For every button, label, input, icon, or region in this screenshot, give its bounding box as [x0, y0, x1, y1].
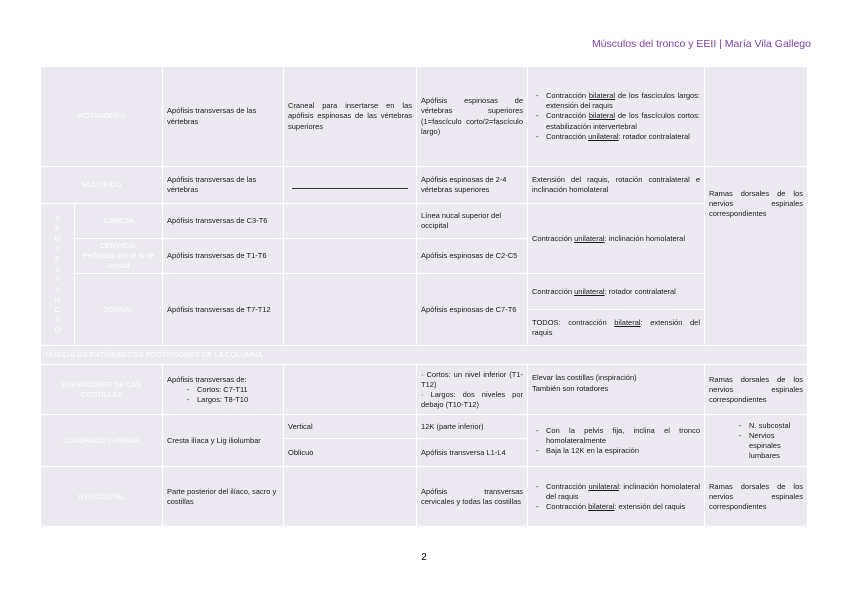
- cervical-note: Perforada por el N de Arnold: [82, 251, 155, 271]
- muscles-table: [40, 66, 808, 527]
- function-multifido: Extensión del raquis, rotación contralateral e inclinación homolateral: [528, 167, 705, 204]
- innervation-item: - Nervios espinales lumbares: [749, 431, 803, 461]
- origin-cervical: Apófisis transversas de T1-T6: [163, 239, 284, 274]
- cuadrado-vertical-label: Vertical: [284, 415, 417, 439]
- function-item: - Contracción unilateral: inclinación homolateral del raquis: [546, 482, 700, 502]
- section-title: MÚSCULOS EXTRÍNSECOS POSTERIORES DE LA COLUMNA: [41, 346, 808, 365]
- function-item: - Contracción unilateral: rotador contralateral: [546, 132, 700, 142]
- row-multifido: [41, 167, 808, 204]
- insertion-cervical: Apófisis espinosas de C2-C5: [417, 239, 528, 274]
- innervation-cuadrado-lumbar: [705, 415, 808, 467]
- innervation-dorsal: Ramas dorsales de los nervios espinales correspondientes: [705, 167, 808, 346]
- origin-rotadores: Apófisis transversas de las vértebras: [163, 67, 284, 167]
- function-rotadores: [528, 67, 705, 167]
- page-header: Músculos del tronco y EEII | María Vila Gallego: [591, 38, 811, 50]
- row-cuadrado-lumbar-vertical: [41, 415, 808, 439]
- muscle-name-cervical: CERVICAL Perforada por el N de Arnold: [75, 239, 163, 274]
- row-section-header: [41, 346, 808, 365]
- muscle-name-elevadores: ELEVADORES DE LAS COSTILLAS: [41, 365, 163, 415]
- function-item: - Baja la 12K en la espiración: [546, 446, 700, 456]
- trajectory-elevadores: [284, 365, 417, 415]
- innervation-rotadores: [705, 67, 808, 167]
- function-ileocostal: [528, 467, 705, 527]
- insertion-cabeza: Línea nucal superior del occipital: [417, 204, 528, 239]
- trajectory-cervical: [284, 239, 417, 274]
- insertion-rotadores: Apófisis espinosas de vértebras superiores (1=fascículo corto/2=fascículo largo): [417, 67, 528, 167]
- insertion-cuadrado-vertical: 12K (parte inferior): [417, 415, 528, 439]
- function-item: - Contracción bilateral de los fascículos cortos: estabilización intervertebral: [546, 111, 700, 131]
- insertion-cuadrado-oblicuo: Apófisis transversa L1-L4: [417, 439, 528, 467]
- function-todos: TODOS: contracción bilateral: extensión del raquis: [528, 310, 705, 346]
- function-cabeza-cervical: Contracción unilateral: inclinación homolateral: [528, 204, 705, 274]
- function-elevadores: Elevar las costillas (inspiración) También son rotadores: [528, 365, 705, 415]
- function-item: - Con la pelvis fija, inclina el tronco homolateralmente: [546, 426, 700, 446]
- origin-ileocostal: Parte posterior del ilíaco, sacro y costillas: [163, 467, 284, 527]
- origin-cabeza: Apófisis transversas de C3-T6: [163, 204, 284, 239]
- innervation-elevadores: Ramas dorsales de los nervios espinales correspondientes: [705, 365, 808, 415]
- trajectory-ileocostal: [284, 467, 417, 527]
- origin-elevadores: Apófisis transversas de: - Cortos: C7-T11 - Largos: T8-T10: [163, 365, 284, 415]
- blank-line: [292, 187, 408, 189]
- page-number: 2: [421, 552, 427, 563]
- insertion-elevadores: · Cortos: un nivel inferior (T1-T12) · Largos: dos niveles por debajo (T10-T12): [417, 365, 528, 415]
- origin-item: - Largos: T8-T10: [197, 395, 279, 405]
- muscle-name-rotadores: ROTADORES: [41, 67, 163, 167]
- innervation-item: - N. subcostal: [749, 421, 803, 431]
- semiespinoso-label: S E M I E S P I N O S O: [41, 204, 75, 346]
- muscle-name-dorsal: DORSAL: [75, 274, 163, 346]
- function-item: - Contracción bilateral: extensión del raquis: [546, 502, 700, 512]
- row-elevadores: [41, 365, 808, 415]
- origin-dorsal: Apófisis transversas de T7-T12: [163, 274, 284, 346]
- function-item: - Contracción bilateral de los fascículos largos: extensión del raquis: [546, 91, 700, 111]
- insertion-ileocostal: Apófisis transversas cervicales y todas las costillas: [417, 467, 528, 527]
- origin-item: - Cortos: C7-T11: [197, 385, 279, 395]
- function-dorsal-rotator: Contracción unilateral: rotador contralateral: [528, 274, 705, 310]
- trajectory-dorsal: [284, 274, 417, 346]
- function-cuadrado-lumbar: [528, 415, 705, 467]
- innervation-ileocostal: Ramas dorsales de los nervios espinales correspondientes: [705, 467, 808, 527]
- muscle-name-multifido: MULTÍFIDO: [41, 167, 163, 204]
- row-rotadores: [41, 67, 808, 167]
- muscle-name-cabeza: CABEZA: [75, 204, 163, 239]
- row-semiespinoso-dorsal: [41, 274, 808, 310]
- muscle-name-ileocostal: ILEOCOSTAL: [41, 467, 163, 527]
- origin-cuadrado-lumbar: Cresta ilíaca y Lig iliolumbar: [163, 415, 284, 467]
- cuadrado-oblicuo-label: Oblicuo: [284, 439, 417, 467]
- trajectory-multifido: [284, 167, 417, 204]
- row-ileocostal: [41, 467, 808, 527]
- insertion-multifido: Apófisis espinosas de 2-4 vértebras superiores: [417, 167, 528, 204]
- row-semiespinoso-cabeza: [41, 204, 808, 239]
- origin-multifido: Apófisis transversas de las vértebras: [163, 167, 284, 204]
- trajectory-cabeza: [284, 204, 417, 239]
- insertion-dorsal: Apófisis espinosas de C7-T6: [417, 274, 528, 346]
- trajectory-rotadores: Craneal para insertarse en las apófisis espinosas de las vértebras superiores: [284, 67, 417, 167]
- muscle-name-cuadrado-lumbar: CUADRADO LUMBAR: [41, 415, 163, 467]
